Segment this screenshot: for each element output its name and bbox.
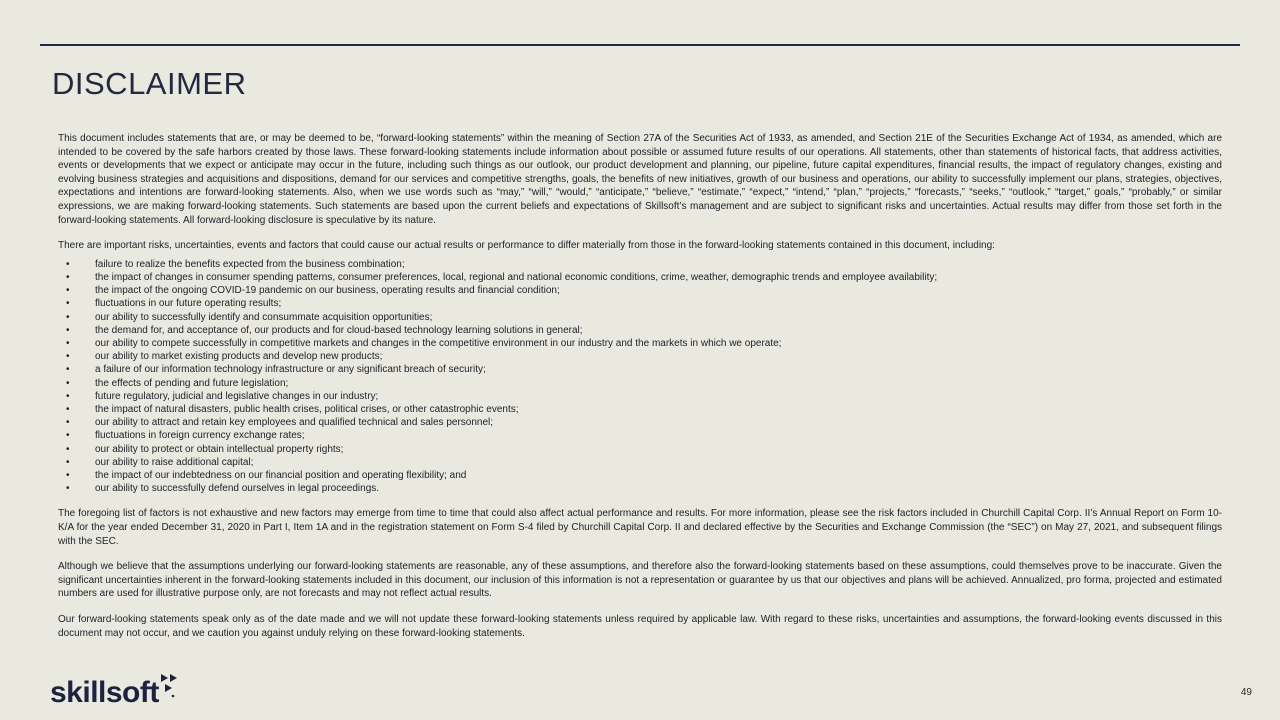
risk-factor-item bbox=[58, 297, 1222, 310]
bullet-icon: • bbox=[66, 351, 70, 363]
bullet-icon: • bbox=[66, 258, 70, 270]
risk-factor-item bbox=[58, 271, 1222, 284]
risk-factor-item bbox=[58, 377, 1222, 390]
top-divider bbox=[40, 44, 1240, 46]
page-number: 49 bbox=[1240, 687, 1252, 698]
bullet-icon: • bbox=[66, 364, 70, 376]
risk-factor-text: failure to realize the benefits expected from the business combination; bbox=[95, 258, 405, 270]
risk-factor-text: our ability to market existing products and develop new products; bbox=[95, 351, 383, 363]
risk-factor-item bbox=[58, 469, 1222, 482]
logo-arrows-icon bbox=[161, 674, 183, 702]
risk-factor-item bbox=[58, 429, 1222, 442]
risk-factor-item bbox=[58, 258, 1222, 271]
bullet-icon: • bbox=[66, 324, 70, 336]
risk-factor-item bbox=[58, 337, 1222, 350]
paragraph-forward-looking: This document includes statements that are, or may be deemed to be, “forward-looking statements” within the meaning of Section 27A of the Securities Act of 1933, as amended, and Section 21E of the Securities Exchange Act of 1934, as amended, which are intended to be covered by the safe harbors created by those laws. These forward-looking statements include information about possible or assumed future results of our operations. All statements, other than statements of historical facts, that address activities, events or developments that we expect or anticipate may occur in the future, including such things as our outlook, our product development and planning, our pipeline, future capital expenditures, financial results, the impact of regulatory changes, existing and evolving business strategies and acquisitions and dispositions, demand for our services and competitive strengths, goals, the benefits of new initiatives, growth of our business and operations, our ability to successfully implement our plans, strategies, objectives, expectations and intentions are forward-looking statements. Also, when we use words such as “may,” “will,” “would,” “anticipate,” “believe,” “estimate,” “expect,” “intend,” “plan,” “projects,” “forecasts,” “seeks,” “outlook,” “target,” goals,” “probably,” or similar expressions, we are making forward-looking statements. Such statements are based upon the current beliefs and expectations of Skillsoft’s management and are subject to significant risks and uncertainties. Actual results may differ from those set forth in the forward-looking statements. All forward-looking disclosure is speculative by its nature. bbox=[58, 133, 1222, 226]
bullet-icon: • bbox=[66, 298, 70, 310]
risk-factor-item bbox=[58, 416, 1222, 429]
risk-factor-item bbox=[58, 443, 1222, 456]
skillsoft-logo-text: skillsoft bbox=[50, 676, 159, 709]
risk-factor-text: our ability to compete successfully in competitive markets and changes in the competitive environment in our industry and the markets in which we operate; bbox=[95, 337, 782, 349]
risk-factor-text: the impact of natural disasters, public health crises, political crises, or other catastrophic events; bbox=[95, 403, 519, 415]
risk-factor-item bbox=[58, 403, 1222, 416]
risk-factor-text: fluctuations in our future operating results; bbox=[95, 298, 282, 310]
bullet-icon: • bbox=[66, 271, 70, 283]
risk-factor-text: our ability to protect or obtain intellectual property rights; bbox=[95, 443, 344, 455]
risk-factor-text: our ability to successfully identify and consummate acquisition opportunities; bbox=[95, 311, 433, 323]
risk-factor-item bbox=[58, 350, 1222, 363]
risk-factor-text: future regulatory, judicial and legislative changes in our industry; bbox=[95, 390, 379, 402]
risk-factor-text: our ability to raise additional capital; bbox=[95, 456, 254, 468]
risk-factor-text: the demand for, and acceptance of, our products and for cloud-based technology learning solutions in general; bbox=[95, 324, 583, 336]
risk-factor-text: the effects of pending and future legislation; bbox=[95, 377, 289, 389]
bullet-icon: • bbox=[66, 390, 70, 402]
risk-factor-text: fluctuations in foreign currency exchange rates; bbox=[95, 430, 305, 442]
disclaimer-body bbox=[58, 132, 1222, 652]
bullet-icon: • bbox=[66, 470, 70, 481]
bullet-icon: • bbox=[66, 311, 70, 323]
risk-factor-item bbox=[58, 482, 1222, 495]
risk-factor-item bbox=[58, 390, 1222, 403]
bullet-icon: • bbox=[66, 456, 70, 468]
risk-factor-list bbox=[58, 258, 1222, 496]
risk-factor-text: the impact of our indebtedness on our financial position and operating flexibility; and bbox=[95, 470, 467, 481]
risk-factor-item bbox=[58, 363, 1222, 376]
risk-factor-text: our ability to attract and retain key employees and qualified technical and sales personnel; bbox=[95, 417, 494, 429]
risk-factor-text: the impact of changes in consumer spending patterns, consumer preferences, local, regional and national economic conditions, crime, weather, demographic trends and employee availability; bbox=[95, 271, 938, 283]
bullet-icon: • bbox=[66, 337, 70, 349]
bullet-icon: • bbox=[66, 430, 70, 442]
risk-factor-text: a failure of our information technology infrastructure or any significant breach of security; bbox=[95, 364, 486, 376]
paragraph-risk-intro: There are important risks, uncertainties, events and factors that could cause our actual results or performance to differ materially from those in the forward-looking statements contained in this document, including: bbox=[58, 240, 995, 252]
skillsoft-logo bbox=[50, 678, 183, 708]
bullet-icon: • bbox=[66, 483, 70, 495]
bullet-icon: • bbox=[66, 285, 70, 297]
paragraph-no-update: Our forward-looking statements speak only as of the date made and we will not update these forward-looking statements unless required by applicable law. With regard to these risks, uncertainties and assumptions, the forward-looking events discussed in this document may not occur, and we caution you against unduly relying on these forward-looking statements. bbox=[58, 613, 1222, 639]
bullet-icon: • bbox=[66, 417, 70, 429]
risk-factor-item bbox=[58, 284, 1222, 297]
paragraph-assumptions: Although we believe that the assumptions underlying our forward-looking statements are reasonable, any of these assumptions, and therefore also the forward-looking statements based on these assumptions, could themselves prove to be inaccurate. Given the significant uncertainties inherent in the forward-looking statements included in this document, our inclusion of this information is not a representation or guarantee by us that our objectives and plans will be achieved. Annualized, pro forma, projected and estimated numbers are used for illustrative purpose only, are not forecasts and may not reflect actual results. bbox=[58, 561, 1222, 600]
page-title: DISCLAIMER bbox=[52, 66, 247, 101]
risk-factor-item bbox=[58, 311, 1222, 324]
risk-factor-item bbox=[58, 456, 1222, 469]
bullet-icon: • bbox=[66, 443, 70, 455]
paragraph-foregoing-factors: The foregoing list of factors is not exhaustive and new factors may emerge from time to time that could also affect actual performance and results. For more information, please see the risk factors included in Churchill Capital Corp. II’s Annual Report on Form 10-K/A for the year ended December 31, 2020 in Part I, Item 1A and in the registration statement on Form S-4 filed by Churchill Capital Corp. II and declared effective by the Securities and Exchange Commission (the “SEC”) on May 27, 2021, and subsequent filings with the SEC. bbox=[58, 508, 1222, 547]
bullet-icon: • bbox=[66, 377, 70, 389]
risk-factor-text: our ability to successfully defend ourselves in legal proceedings. bbox=[95, 483, 380, 495]
risk-factor-item bbox=[58, 324, 1222, 337]
risk-factor-text: the impact of the ongoing COVID-19 pandemic on our business, operating results and financial condition; bbox=[95, 285, 560, 297]
bullet-icon: • bbox=[66, 403, 70, 415]
